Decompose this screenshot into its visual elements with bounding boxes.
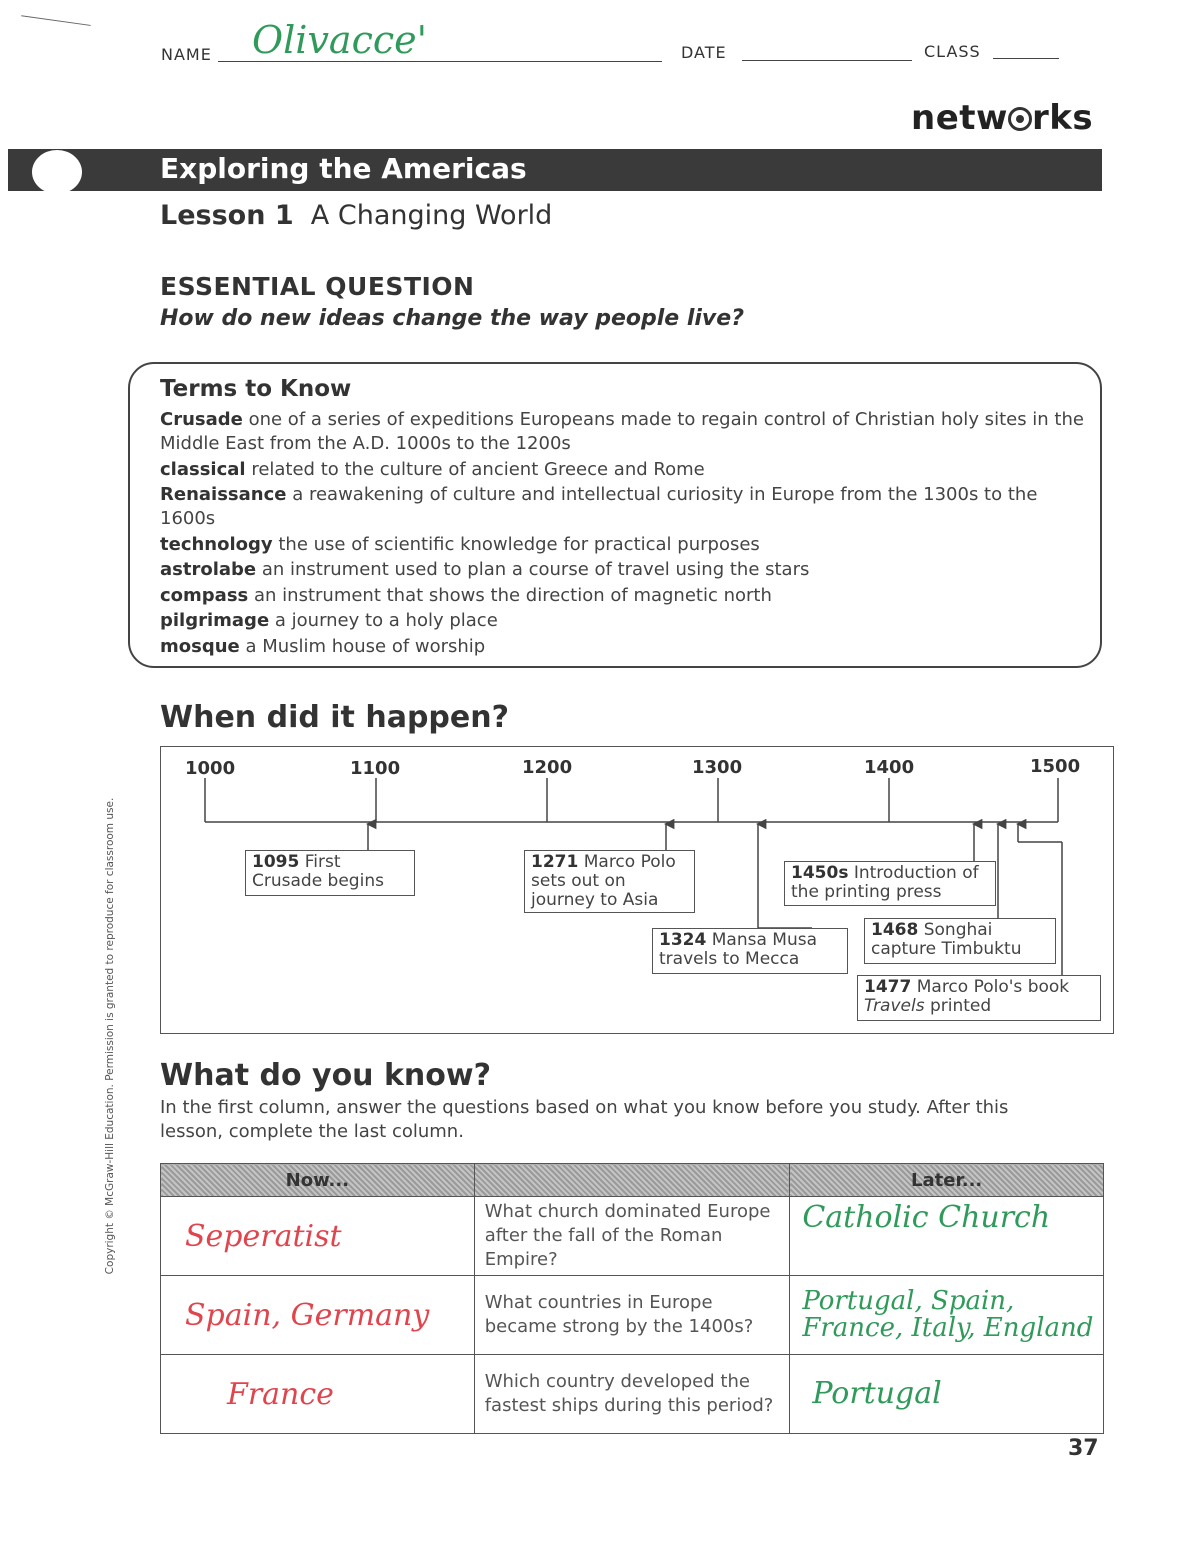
class-label: CLASS xyxy=(924,42,981,61)
copyright-notice: Copyright © McGraw-Hill Education. Permission is granted to reproduce for classroom use. xyxy=(104,797,116,1275)
term-definition: a journey to a holy place xyxy=(274,610,498,631)
event-text: Mansa Musa travels to Mecca xyxy=(659,930,817,969)
column-question xyxy=(474,1164,790,1197)
event-year: 1450s xyxy=(791,863,849,883)
table-row xyxy=(161,1276,1104,1355)
timeline-event xyxy=(784,861,996,906)
event-year: 1468 xyxy=(871,920,919,940)
event-year: 1271 xyxy=(531,852,579,872)
now-answer[interactable]: Seperatist xyxy=(161,1197,475,1276)
page-number: 37 xyxy=(1068,1436,1099,1461)
timeline-year: 1300 xyxy=(692,757,743,778)
term-definition: the use of scientific knowledge for practical purposes xyxy=(278,533,760,555)
term-definition: a Muslim house of worship xyxy=(245,635,486,657)
timeline-heading: When did it happen? xyxy=(160,700,509,735)
brand-text-end: rks xyxy=(1031,98,1094,138)
event-text: First Crusade begins xyxy=(252,852,384,891)
term-word: Crusade xyxy=(160,409,243,430)
brand-text-start: netw xyxy=(911,98,1008,138)
timeline-event xyxy=(857,975,1101,1021)
what-do-you-know-instructions: In the first column, answer the questions based on what you know before you study. After this lesson, complete the last column. xyxy=(160,1097,1009,1142)
lesson-title: A Changing World xyxy=(310,200,553,231)
question-cell: Which country developed the fastest ships during this period? xyxy=(474,1355,790,1434)
timeline-event xyxy=(864,918,1056,964)
term-definition: a reawakening of culture and intellectual curiosity in Europe from the 1300s to the 1600s xyxy=(160,484,1038,529)
term-word: mosque xyxy=(160,635,240,657)
later-answer[interactable]: Portugal xyxy=(790,1355,1104,1434)
table-row xyxy=(161,1197,1104,1276)
term-word: technology xyxy=(160,533,273,555)
question-cell: What countries in Europe became strong by the 1400s? xyxy=(474,1276,790,1355)
term-definition: an instrument used to plan a course of travel using the stars xyxy=(261,559,810,580)
timeline-event xyxy=(524,850,695,913)
now-answer[interactable]: France xyxy=(161,1355,475,1434)
know-table xyxy=(160,1163,1104,1434)
event-year: 1095 xyxy=(252,852,300,872)
column-later: Later... xyxy=(790,1164,1104,1197)
what-do-you-know-heading: What do you know? xyxy=(160,1058,492,1093)
essential-question-heading: ESSENTIAL QUESTION xyxy=(160,272,475,301)
timeline-event xyxy=(245,850,415,896)
term-definition: an instrument that shows the direction of magnetic north xyxy=(254,584,772,606)
timeline-year: 1400 xyxy=(864,757,915,778)
event-text: Marco Polo sets out on journey to Asia xyxy=(531,852,676,910)
date-label: DATE xyxy=(681,43,727,62)
question-cell: What church dominated Europe after the fall of the Roman Empire? xyxy=(474,1197,790,1276)
lesson-number: Lesson 1 xyxy=(160,200,294,231)
timeline-year: 1500 xyxy=(1030,756,1081,777)
now-answer[interactable]: Spain, Germany xyxy=(161,1276,475,1355)
event-year: 1477 xyxy=(864,977,912,997)
event-text: printed xyxy=(929,996,992,1016)
event-text: Marco Polo's book xyxy=(916,977,1070,997)
term-definition: related to the culture of ancient Greece and Rome xyxy=(251,458,705,480)
event-year: 1324 xyxy=(659,930,707,950)
later-answer[interactable]: Catholic Church xyxy=(790,1197,1104,1276)
term-word: Renaissance xyxy=(160,484,287,505)
student-name: Olivacce' xyxy=(252,18,428,62)
term-word: classical xyxy=(160,458,246,480)
essential-question-text: How do new ideas change the way people live? xyxy=(160,306,744,331)
terms-title: Terms to Know xyxy=(160,376,352,402)
event-text: Introduction of the printing press xyxy=(791,863,979,902)
name-label: NAME xyxy=(161,45,212,64)
event-book-title: Travels xyxy=(864,996,925,1016)
term-word: compass xyxy=(160,584,249,606)
table-row xyxy=(161,1355,1104,1434)
timeline-year: 1100 xyxy=(350,758,401,779)
term-word: pilgrimage xyxy=(160,610,270,631)
later-answer[interactable]: Portugal, Spain, France, Italy, England xyxy=(790,1276,1104,1355)
column-now: Now... xyxy=(161,1164,475,1197)
timeline-year: 1000 xyxy=(185,758,236,779)
timeline-event xyxy=(652,928,848,974)
timeline-year: 1200 xyxy=(522,757,573,778)
term-definition: one of a series of expeditions Europeans made to regain control of Christian holy sites in the Middle East from the A.D. 1000s to the 1200s xyxy=(160,409,1084,454)
event-text: Songhai capture Timbuktu xyxy=(871,920,1022,959)
term-word: astrolabe xyxy=(160,559,257,580)
chapter-title: Exploring the Americas xyxy=(160,152,527,185)
